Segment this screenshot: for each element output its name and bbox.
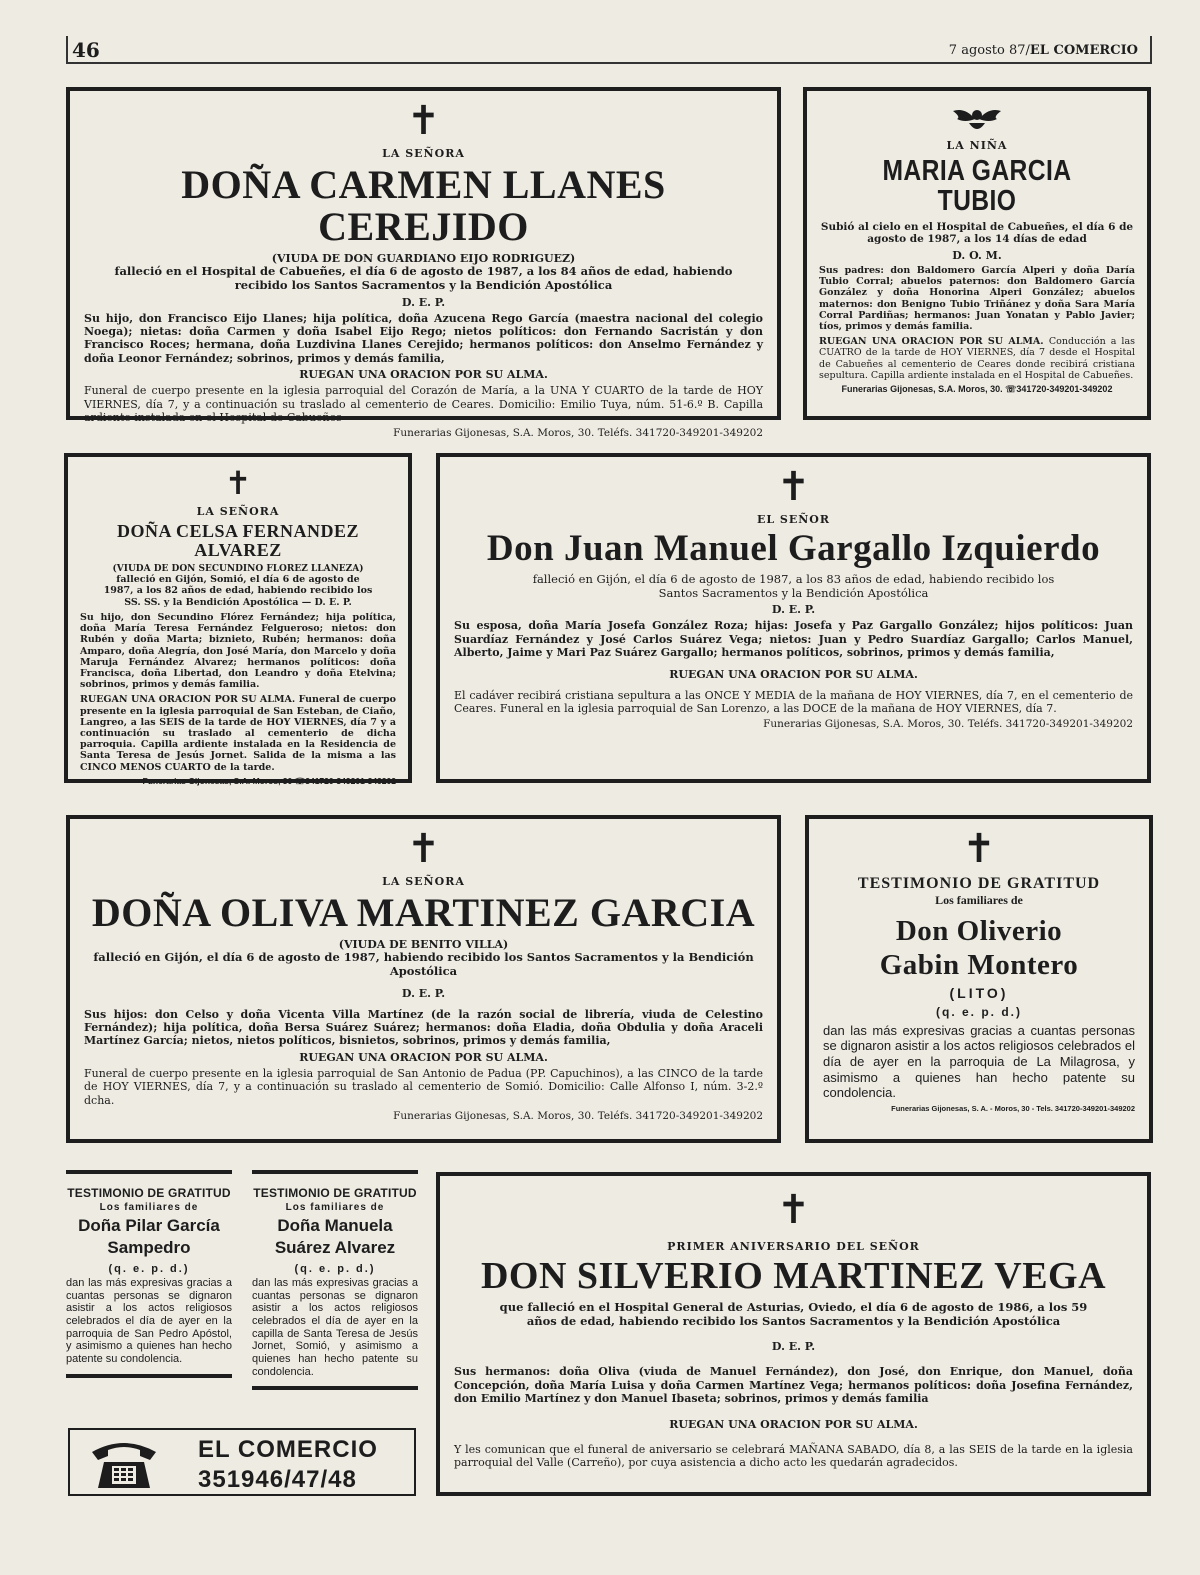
obituary-caption: LA SEÑORA xyxy=(196,505,280,518)
gratitude-qepd: (q. e. p. d.) xyxy=(936,1004,1022,1019)
gratitude-sub: Los familiares de xyxy=(99,1202,199,1213)
cross-icon: ✝ xyxy=(776,1187,811,1233)
header-left-rule xyxy=(66,36,68,64)
ad-label: EL COMERCIO xyxy=(198,1436,378,1463)
obituary-funeral xyxy=(80,694,396,772)
obituary-family: Su hijo, don Secundino Flórez Fernández; hija política, doña María Teresa Fernández Felgueroso; nietos: don Rubén y doña Marta; biznieto, Rubén; hermanos: doña Amparo, doña Alegría, don José María, don Marcelo y doña Maruja Fernández Alvarez; hermanos políticos: doña Francisca, doña Libertad, don Leandro y doña Etelvina; sobrinos, primos y demás familia. xyxy=(80,611,396,691)
obituary-caption: LA SEÑORA xyxy=(382,147,465,160)
header-date xyxy=(949,43,1138,58)
obituary-oliva-martinez xyxy=(66,815,781,1143)
obituary-funeral-text: Funeral de cuerpo presente en la iglesia parroquial de San Esteban, de Ciaño, Langreo, a las SEIS de la tarde de HOY VIERNES, día 7 y a continuación su traslado al cementerio de dicha parroquia. Capilla ardiente instalada en la Residencia de Santa Teresa de Jesús Jornet. Salida de la misma a las CINCO MENOS CUARTO de la tarde. xyxy=(80,694,396,773)
obituary-dep: D. E. P. xyxy=(401,986,446,1000)
obituary-dep: D. E. P. xyxy=(771,603,816,617)
obituary-name: Don Juan Manuel Gargallo Izquierdo xyxy=(486,528,1101,569)
obituary-funeral xyxy=(819,336,1135,381)
obituary-celsa-fernandez xyxy=(64,453,412,786)
cross-icon: ✝ xyxy=(962,826,996,872)
gratitude-oliverio-gabin xyxy=(805,815,1153,1143)
obituary-widow: (VIUDA DE BENITO VILLA) xyxy=(338,938,509,951)
obituary-caption: LA NIÑA xyxy=(946,139,1008,152)
ad-phone-number: 351946/47/48 xyxy=(198,1466,357,1493)
obituary-funeral: Y les comunican que el funeral de aniversario se celebrará MAÑANA SABADO, día 8, a las SEIS de la tarde en la iglesia parroquial del Valle (Carreño), por cuya asistencia a dicho acto les quedarán agradecidos. xyxy=(454,1442,1133,1470)
obituary-caption: PRIMER ANIVERSARIO DEL SEÑOR xyxy=(667,1240,920,1253)
obituary-name: DOÑA CELSA FERNANDEZ ALVAREZ xyxy=(116,521,360,560)
obituary-ruegan: RUEGAN UNA ORACION POR SU ALMA. xyxy=(80,694,296,706)
cross-icon: ✝ xyxy=(406,98,441,144)
obituary-funeral: El cadáver recibirá cristiana sepultura a las ONCE Y MEDIA de la mañana de HOY VIERNES, día 7, en el cementerio de Ceares. Funeral en la iglesia parroquial de San Lorenzo, a las DOCE de la mañana de HOY VIERNES, día 7. xyxy=(454,688,1133,716)
bottom-rule xyxy=(66,1374,232,1378)
gratitude-manuela-suarez xyxy=(252,1170,418,1390)
obituary-dep: D. E. P. xyxy=(401,295,446,309)
obituary-death: falleció en el Hospital de Cabueñes, el día 6 de agosto de 1987, a los 84 años de edad, habiendo recibido los Santos Sacramentos y la Bendición Apostólica xyxy=(114,264,733,292)
gratitude-pilar-garcia xyxy=(66,1170,232,1378)
gratitude-qepd: (q. e. p. d.) xyxy=(294,1263,376,1276)
obituary-carmen-llanes xyxy=(66,87,781,440)
gratitude-qepd: (q. e. p. d.) xyxy=(108,1263,190,1276)
obituary-death: que falleció en el Hospital General de Asturias, Oviedo, el día 6 de agosto de 1986, a los 59 años de edad, habiendo recibido los Santos Sacramentos y la Bendición Apostólica xyxy=(499,1299,1088,1328)
obituary-ruegan: RUEGAN UNA ORACION POR SU ALMA. xyxy=(669,667,918,681)
obituary-ruegan: RUEGAN UNA ORACION POR SU ALMA. xyxy=(299,1050,548,1064)
gratitude-title: TESTIMONIO DE GRATITUD xyxy=(857,875,1101,892)
header-right-rule xyxy=(1150,36,1152,64)
obituary-name: DOÑA OLIVA MARTINEZ GARCIA xyxy=(91,890,756,935)
gratitude-name-line1: Don Oliverio xyxy=(895,915,1063,947)
gratitude-title: TESTIMONIO DE GRATITUD xyxy=(253,1186,417,1200)
gratitude-nickname: (LITO) xyxy=(949,984,1009,1001)
cross-icon: ✝ xyxy=(406,826,441,872)
header-date-text: 7 agosto 87/ xyxy=(948,43,1030,58)
obituary-family: Su hijo, don Francisco Eijo Llanes; hija política, doña Azucena Rego García (maestra nacional del colegio Noega); nietas: doña Carmen y doña Isabel Eijo Rego; nietos políticos: don Fernando Sacristán y don Francisco Roces; hermana, doña Luzdivina Llanes Cerejido; hermanos políticos: don Anselmo Fernández y doña Leonor Fernández; sobrinos, primos y demás familia, xyxy=(84,311,763,365)
obituary-family: Sus hijos: don Celso y doña Vicenta Villa Martínez (de la razón social de librería, viuda de Celestino Fernández); hija política, doña Bersa Suárez Suárez; hermanos: doña Eladia, doña Obdulia y doña Araceli Martínez García; nietos, nietos políticos, bisnietos, sobrinos, primos y demás familia, xyxy=(84,1007,763,1048)
obituary-funeral-text: Conducción a las CUATRO de la tarde de HOY VIERNES, día 7 desde el Hospital de Cabueñes al cementerio de Ceares donde recibirá cristiana sepultura. Capilla ardiente instalada en el Hospital de Cabueñes. xyxy=(819,336,1135,381)
obituary-death: falleció en Gijón, Somió, el día 6 de agosto de 1987, a los 82 años de edad, habiendo recibido los SS. SS. y la Bendición Apostólica — D. E. P. xyxy=(103,573,373,608)
gratitude-body: dan las más expresivas gracias a cuantas personas se dignaron asistir a los actos religiosos celebrados el día de ayer en la parroquia de San Pedro Apóstol, y asimismo a quienes han hecho patente su condolencia. xyxy=(66,1277,232,1366)
obituary-maria-garcia-tubio xyxy=(803,87,1151,420)
obituary-ruegan: RUEGAN UNA ORACION POR SU ALMA. xyxy=(299,368,548,382)
obituary-juan-manuel-gargallo xyxy=(436,453,1151,783)
gratitude-name: Doña Manuela Suárez Alvarez xyxy=(274,1216,396,1258)
obituary-death: falleció en Gijón, el día 6 de agosto de 1987, a los 83 años de edad, habiendo recibido los Santos Sacramentos y la Bendición Apostólica xyxy=(532,571,1055,600)
gratitude-sub: Los familiares de xyxy=(935,893,1023,907)
newspaper-name: EL COMERCIO xyxy=(1029,43,1138,58)
obituary-dom: D. O. M. xyxy=(952,249,1002,263)
bottom-rule xyxy=(252,1386,418,1390)
gratitude-title: TESTIMONIO DE GRATITUD xyxy=(67,1186,231,1200)
anniversary-silverio-martinez xyxy=(436,1172,1151,1496)
funeraria-line: Funerarias Gijonesas, S. A. - Moros, 30 - Tels. 341720-349201-349202 xyxy=(891,1103,1135,1113)
funeraria-line: Funerarias Gijonesas, S.A. Moros, 30. Teléfs. 341720-349201-349202 xyxy=(393,427,763,440)
obituary-widow: (VIUDA DE DON GUARDIANO EIJO RODRIGUEZ) xyxy=(271,252,576,265)
obituary-funeral: Funeral de cuerpo presente en la iglesia parroquial de San Antonio de Padua (PP. Capuchinos), a las CINCO de la tarde de HOY VIERNES, día 7, y a continuación su traslado al cementerio de Somió. Domicilio: Calle Alfonso I, núm. 3-2.º dcha. xyxy=(84,1066,763,1107)
cross-icon: ✝ xyxy=(224,464,252,502)
telephone-icon xyxy=(88,1436,160,1492)
page-number: 46 xyxy=(72,38,100,62)
obituary-death: Subió al cielo en el Hospital de Cabueñes, el día 6 de agosto de 1987, a los 14 días de edad xyxy=(820,220,1134,246)
obituary-ruegan: RUEGAN UNA ORACION POR SU ALMA. xyxy=(669,1417,918,1431)
top-rule xyxy=(252,1170,418,1174)
obituary-family: Su esposa, doña María Josefa González Roza; hijas: Josefa y Paz Gargallo González; hijos políticos: Juan Suardíaz Fernández y José Carlos Suárez Vega; nietos: Juan y Pedro Suardíaz Gargallo; Carlos Manuel, Alberto, Jaime y Mari Paz Suárez Gargallo; hermanos políticos, sobrinos, primos y demás familia, xyxy=(454,619,1133,660)
header-rule xyxy=(66,62,1152,64)
obituary-caption: EL SEÑOR xyxy=(756,513,831,526)
obituary-ruegan: RUEGAN UNA ORACION POR SU ALMA. xyxy=(819,336,1044,348)
funeraria-line: Funerarias Gijonesas, S.A. Moros, 30. Teléfs. 341720-349201-349202 xyxy=(763,718,1133,731)
obituary-funeral: Funeral de cuerpo presente en la iglesia parroquial del Corazón de María, a la UNA Y CUARTO de la tarde de HOY VIERNES, día 7, y a continuación su traslado al cementerio de Ceares. Domicilio: Emilio Tuya, núm. 51-6.º B. Capilla ardiente instalada en el Hospital de Cabueñes xyxy=(84,384,763,425)
funeraria-line: Funerarias Gijonesas, S.A. Moros, 30. Teléfs. 341720-349201-349202 xyxy=(393,1110,763,1123)
funeraria-line: Funerarias Gijonesas, S.A. Moros, 30 ☏341720-349201-349202 xyxy=(142,775,396,786)
gratitude-name: Doña Pilar García Sampedro xyxy=(78,1216,220,1258)
funeraria-line: Funerarias Gijonesas, S.A. Moros, 30. ☏341720-349201-349202 xyxy=(841,384,1113,395)
gratitude-body: dan las más expresivas gracias a cuantas personas se dignaron asistir a los actos religiosos celebrados el día de ayer en la capilla de Santa Teresa de Jesús Jornet, Somió, y asimismo a quienes han hecho patente su condolencia. xyxy=(252,1277,418,1378)
obituary-family: Sus hermanos: doña Oliva (viuda de Manuel Fernández), don José, don Enrique, don Manuel, doña Concepción, doña María Luisa y doña Carmen Martínez Vega; hermanos políticos: doña Josefina Fernández, don Emilio Martínez y don Manuel Ibaseta; sobrinos, primos y demás familia xyxy=(454,1365,1133,1406)
obituary-name: DOÑA CARMEN LLANES CEREJIDO xyxy=(181,162,666,249)
gratitude-sub: Los familiares de xyxy=(285,1202,385,1213)
obituary-death: falleció en Gijón, el día 6 de agosto de 1987, habiendo recibido los Santos Sacramentos y la Bendición Apostólica xyxy=(93,950,754,978)
angel-emblem-icon xyxy=(951,105,1003,135)
obituary-family: Sus padres: don Baldomero García Alperi y doña Daría Tubio Corral; abuelos paternos: don Baldomero García González y doña Honorina Alperi González; abuelos maternos: don Benigno Tubio Triñánez y doña Sara María Corral Pardiñas; hermanos: Juan Yonatan y Pablo Javier; tíos, primos y demás familia. xyxy=(819,265,1135,333)
obituary-dep: D. E. P. xyxy=(771,1340,816,1354)
gratitude-body: dan las más expresivas gracias a cuantas personas se dignaron asistir a los actos religiosos celebrados el día de ayer en la parroquia de La Milagrosa, y asimismo a quienes han hecho patente su condolencia. xyxy=(823,1022,1135,1101)
el-comercio-phone-ad xyxy=(68,1428,416,1496)
obituary-name: DON SILVERIO MARTINEZ VEGA xyxy=(480,1255,1107,1297)
obituary-widow: (VIUDA DE DON SECUNDINO FLOREZ LLANEZA) xyxy=(112,563,364,574)
gratitude-name-line2: Gabin Montero xyxy=(879,949,1079,982)
top-rule xyxy=(66,1170,232,1174)
cross-icon: ✝ xyxy=(776,464,811,510)
obituary-name: MARIA GARCIA TUBIO xyxy=(882,155,1072,218)
obituary-caption: LA SEÑORA xyxy=(382,875,465,888)
